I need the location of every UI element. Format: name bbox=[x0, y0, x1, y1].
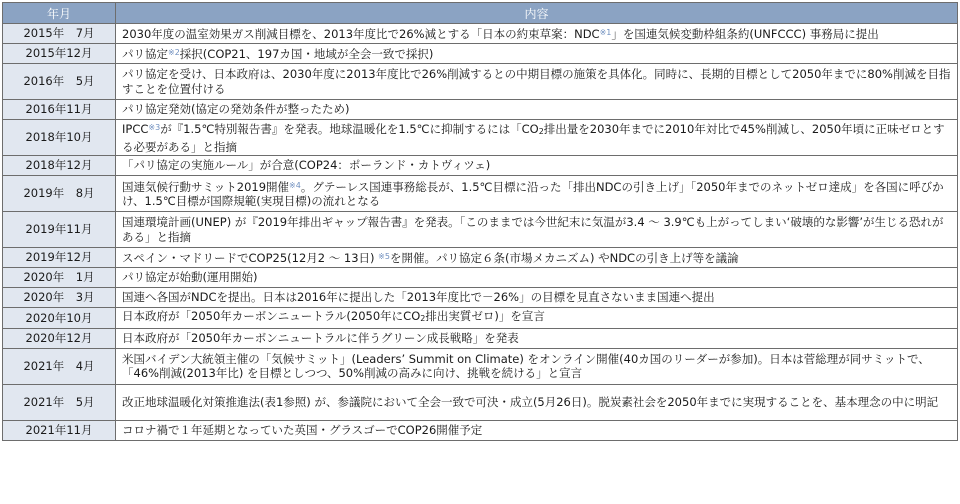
timeline-table bbox=[2, 2, 958, 441]
row-date: 2016年11月 bbox=[3, 100, 116, 120]
row-date: 2015年 7月 bbox=[3, 24, 116, 44]
table-row bbox=[3, 268, 958, 288]
footnote-ref: ※4 bbox=[289, 180, 301, 190]
row-content: IPCC$^{※3}$が『1.5℃特別報告書』を発表。地球温暖化を1.5℃に抑制するには「CO2排出量を2030年までに2010年対比で45%削減し、2050年頃に正味ゼロとする必要がある」と指摘 bbox=[116, 120, 958, 156]
row-content: 改正地球温暖化対策推進法(表1参照) が、参議院において全会一致で可決・成立(5月26日)。脱炭素社会を2050年までに実現することを、基本理念の中に明記 bbox=[116, 384, 958, 420]
table-row bbox=[3, 64, 958, 100]
table-row bbox=[3, 44, 958, 64]
table-row bbox=[3, 288, 958, 308]
row-content: パリ協定を受け、日本政府は、2030年度に2013年度比で26%削減するとの中期目標の施策を具体化。同時に、長期的目標として2050年までに80%削減を目指すことを位置付ける bbox=[116, 64, 958, 100]
footnote-ref: ※5 bbox=[378, 251, 390, 261]
row-date: 2019年12月 bbox=[3, 248, 116, 268]
table-row bbox=[3, 24, 958, 44]
row-content: スペイン・マドリードでCOP25(12月2 ～ 13日) $^{※5}$を開催。パリ協定６条(市場メカニズム) やNDCの引き上げ等を議論 bbox=[116, 248, 958, 268]
table-row bbox=[3, 384, 958, 420]
row-content: 国連環境計画(UNEP) が『2019年排出ギャップ報告書』を発表。「このままでは今世紀末に気温が3.4 ～ 3.9℃も上がってしまい‘破壊的な影響’が生じる恐れがある」と指摘 bbox=[116, 212, 958, 248]
row-date: 2020年 3月 bbox=[3, 288, 116, 308]
row-date: 2020年10月 bbox=[3, 308, 116, 329]
row-date: 2019年11月 bbox=[3, 212, 116, 248]
row-date: 2018年10月 bbox=[3, 120, 116, 156]
row-date: 2018年12月 bbox=[3, 156, 116, 176]
row-content: 米国バイデン大統領主催の「気候サミット」(Leaders’ Summit on Climate) をオンライン開催(40カ国のリーダーが参加)。日本は菅総理が同サミットで、「46%削減(2013年比) を目標としつつ、50%削減の高みに向け、挑戦を続ける」と宣言 bbox=[116, 348, 958, 384]
row-content: 国連気候行動サミット2019開催$^{※4}$。グテーレス国連事務総長が、1.5℃目標に沿った「排出NDCの引き上げ」「2050年までのネットゼロ達成」を各国に呼びかけ、1.5℃目標が国際規範(実現目標)の流れとなる bbox=[116, 176, 958, 212]
table-row bbox=[3, 248, 958, 268]
row-date: 2020年12月 bbox=[3, 328, 116, 348]
row-date: 2021年 4月 bbox=[3, 348, 116, 384]
row-date: 2016年 5月 bbox=[3, 64, 116, 100]
row-date: 2019年 8月 bbox=[3, 176, 116, 212]
footnote-ref: ※1 bbox=[599, 27, 612, 37]
table-row bbox=[3, 100, 958, 120]
row-content: パリ協定発効(協定の発効条件が整ったため) bbox=[116, 100, 958, 120]
header-content: 内容 bbox=[116, 3, 958, 24]
row-content: 日本政府が「2050年カーボンニュートラル(2050年にCO2排出実質ゼロ)」を宣言 bbox=[116, 308, 958, 329]
table-row bbox=[3, 212, 958, 248]
table-row bbox=[3, 176, 958, 212]
table-row bbox=[3, 328, 958, 348]
table-row bbox=[3, 156, 958, 176]
row-content: 2030年度の温室効果ガス削減目標を、2013年度比で26%減とする「日本の約束草案：NDC$^{※1}$」を国連気候変動枠組条約(UNFCCC) 事務局に提出 bbox=[116, 24, 958, 44]
row-content: コロナ禍で１年延期となっていた英国・グラスゴーでCOP26開催予定 bbox=[116, 420, 958, 440]
header-date: 年月 bbox=[3, 3, 116, 24]
row-content: 「パリ協定の実施ルール」が合意(COP24：ポーランド・カトヴィツェ) bbox=[116, 156, 958, 176]
table-header-row bbox=[3, 3, 958, 24]
row-date: 2021年11月 bbox=[3, 420, 116, 440]
row-date: 2020年 1月 bbox=[3, 268, 116, 288]
table-row bbox=[3, 420, 958, 440]
footnote-ref: ※3 bbox=[148, 123, 161, 132]
table-row bbox=[3, 308, 958, 329]
row-date: 2021年 5月 bbox=[3, 384, 116, 420]
row-content: 国連へ各国がNDCを提出。日本は2016年に提出した「2013年度比で－26%」の目標を見直さないまま国連へ提出 bbox=[116, 288, 958, 308]
table-row bbox=[3, 348, 958, 384]
row-content: 日本政府が「2050年カーボンニュートラルに伴うグリーン成長戦略」を発表 bbox=[116, 328, 958, 348]
table-row bbox=[3, 120, 958, 156]
footnote-ref: ※2 bbox=[168, 47, 180, 57]
row-content: パリ協定$^{※2}$採択(COP21、197カ国・地域が全会一致で採択) bbox=[116, 44, 958, 64]
row-content: パリ協定が始動(運用開始) bbox=[116, 268, 958, 288]
row-date: 2015年12月 bbox=[3, 44, 116, 64]
